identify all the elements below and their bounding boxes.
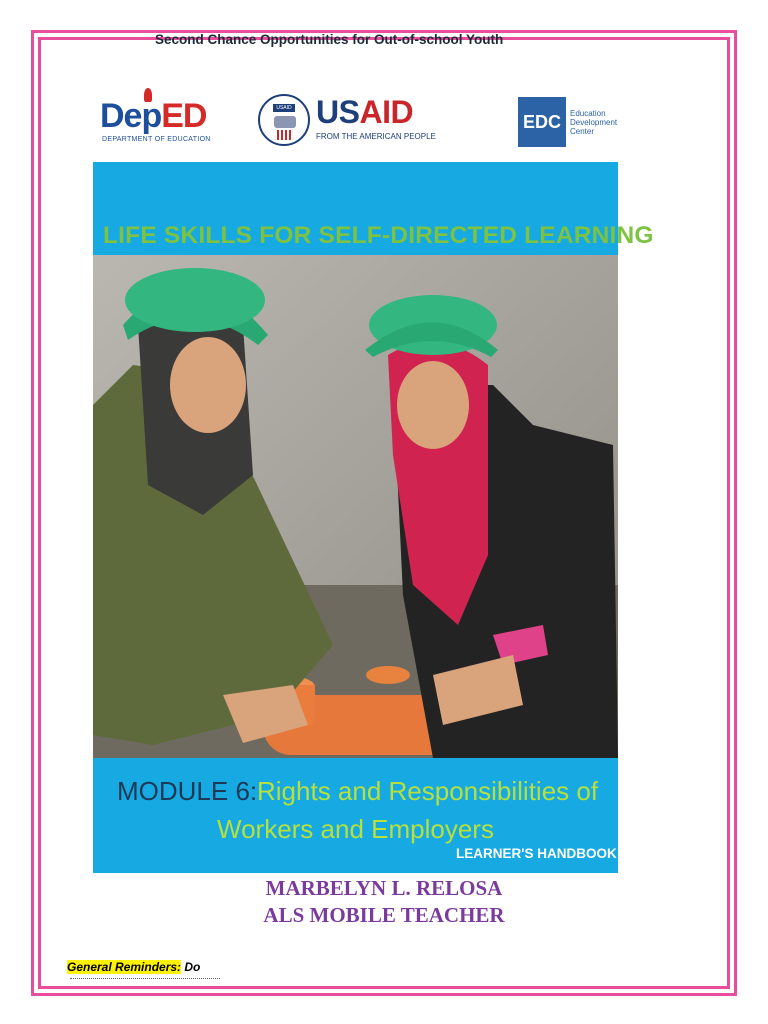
handbook-label: LEARNER'S HANDBOOK	[456, 846, 617, 861]
author-name: MARBELYN L. RELOSA	[265, 876, 503, 900]
module-label: MODULE 6:	[117, 776, 258, 806]
cover-title: LIFE SKILLS FOR SELF-DIRECTED LEARNING	[103, 222, 654, 249]
edc-box: EDC	[518, 97, 566, 147]
deped-subtitle: DEPARTMENT OF EDUCATION	[102, 136, 211, 143]
module-title-line1: Rights and Responsibilities of	[257, 776, 599, 806]
general-reminders	[67, 960, 200, 974]
edc-logo	[518, 97, 628, 149]
cut-off-text-line	[70, 978, 220, 983]
module-title-line2: Workers and Employers	[217, 814, 494, 844]
reminder-text: Do	[184, 960, 201, 974]
usaid-wordmark: USAID	[316, 94, 414, 130]
program-subtitle: Second Chance Opportunities for Out-of-school Youth	[155, 32, 504, 47]
usaid-logo	[258, 92, 436, 150]
cover-photo	[93, 255, 618, 758]
edc-text: Education Development Center	[570, 109, 618, 136]
usaid-seal-icon: USAID	[258, 94, 310, 146]
usaid-subtitle: FROM THE AMERICAN PEOPLE	[316, 132, 436, 141]
reminder-label: General Reminders:	[67, 960, 182, 974]
deped-wordmark: DepED	[100, 97, 207, 135]
program-title: USAID Opportunity 2.0 Progra	[298, 10, 498, 26]
author-role: ALS MOBILE TEACHER	[263, 903, 505, 927]
deped-logo	[100, 88, 210, 148]
